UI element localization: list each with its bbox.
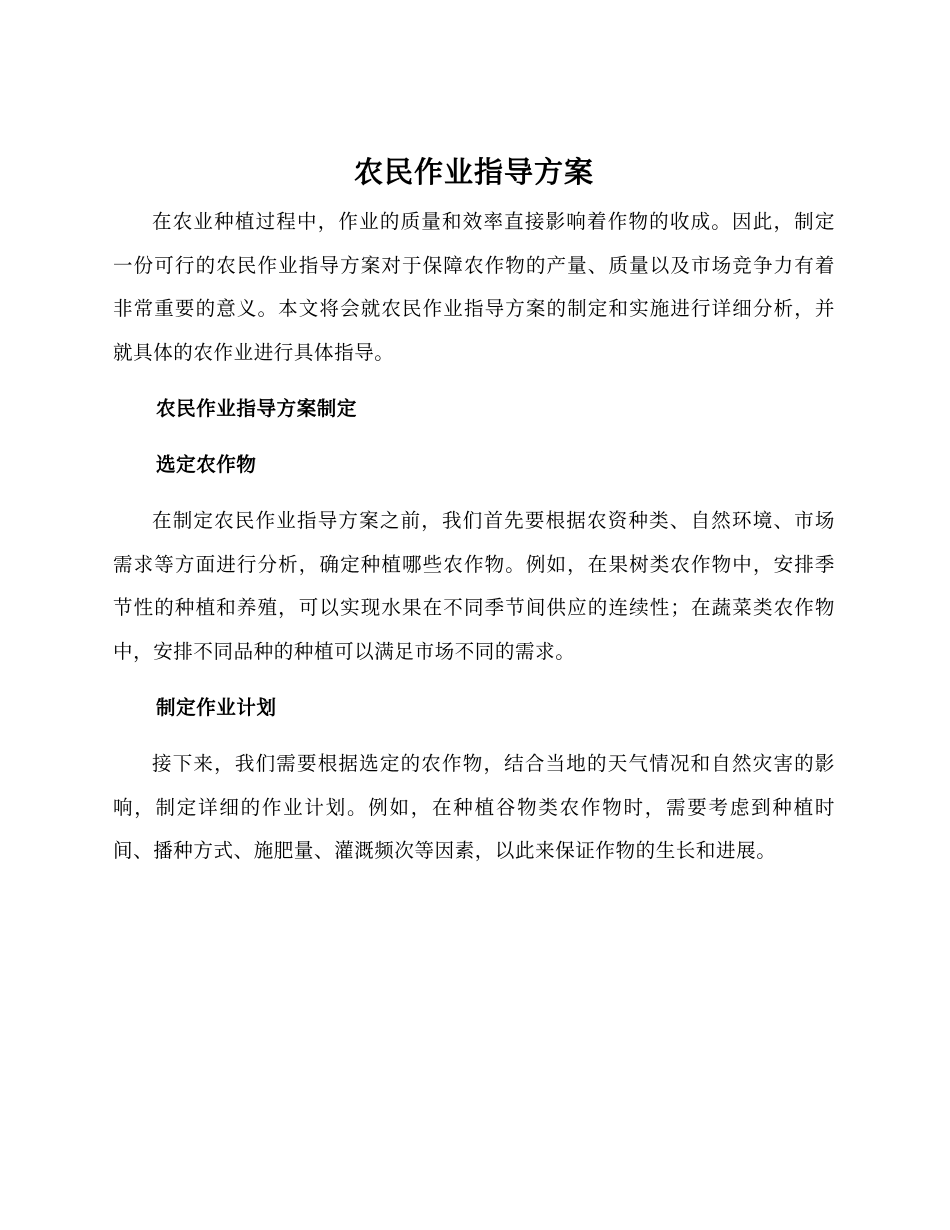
- subsection-heading-crops: 选定农作物: [156, 453, 257, 476]
- subsection-heading-plan: 制定作业计划: [156, 696, 277, 719]
- crops-paragraph: 在制定农民作业指导方案之前，我们首先要根据农资种类、自然环境、市场需求等方面进行分析，确定种植哪些农作物。例如，在果树类农作物中，安排季节性的种植和养殖，可以实现水果在不同季节间供应的连续性；在蔬菜类农作物中，安排不同品种的种植可以满足市场不同的需求。: [113, 509, 835, 663]
- section-heading: 农民作业指导方案制定: [156, 397, 358, 420]
- document-page: [113, 150, 835, 873]
- document-title: 农民作业指导方案: [353, 155, 594, 189]
- intro-paragraph: 在农业种植过程中，作业的质量和效率直接影响着作物的收成。因此，制定一份可行的农民作业指导方案对于保障农作物的产量、质量以及市场竞争力有着非常重要的意义。本文将会就农民作业指导方案的制定和实施进行详细分析，并就具体的农作业进行具体指导。: [113, 210, 835, 364]
- plan-paragraph: 接下来，我们需要根据选定的农作物，结合当地的天气情况和自然灾害的影响，制定详细的作业计划。例如，在种植谷物类农作物时，需要考虑到种植时间、播种方式、施肥量、灌溉频次等因素，以此来保证作物的生长和进展。: [113, 752, 835, 862]
